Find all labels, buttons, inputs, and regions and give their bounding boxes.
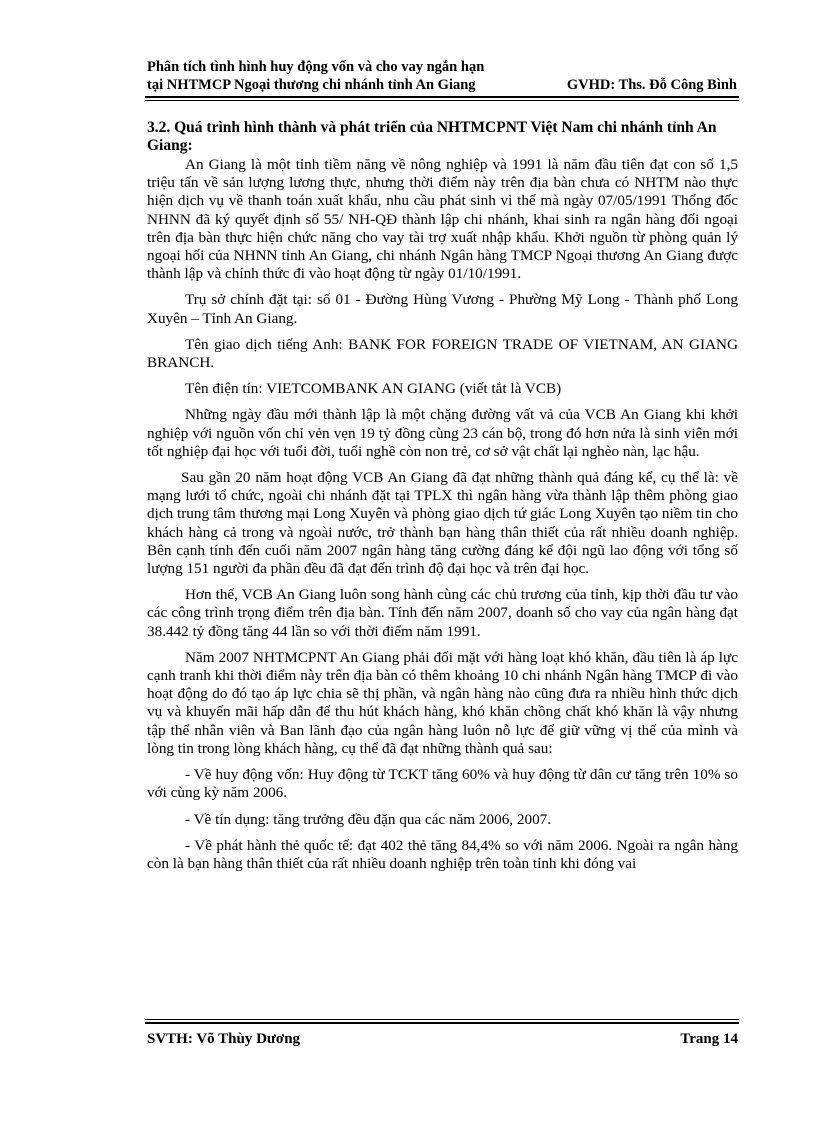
- paragraph: - Về tín dụng: tăng trưởng đều đặn qua các năm 2006, 2007.: [185, 810, 552, 828]
- footer-page-number: Trang 14: [680, 1031, 738, 1047]
- page-header: [147, 58, 737, 94]
- paragraph: - Về huy động vốn: Huy động từ TCKT tăng 60% và huy động từ dân cư tăng trên 10% so với cùng kỳ năm 2006.: [147, 766, 738, 802]
- document-body: [147, 119, 738, 881]
- paragraph: Tên điện tín: VIETCOMBANK AN GIANG (viết tắt là VCB): [185, 380, 562, 398]
- paragraph: An Giang là một tỉnh tiềm năng về nông nghiệp và 1991 là năm đầu tiên đạt con số 1,5 triệu tấn về sản lượng lương thực, nhưng thời điểm này trên địa bàn chưa có NHTM nào thực hiện dịch vụ về thanh toán xuất khẩu, nhu cầu phát sinh vì thế mà ngày 07/05/1991 Thống đốc NHNN đã ký quyết định số 55/ NH-QĐ thành lập chi nhánh, khai sinh ra ngân hàng đối ngoại trên địa bàn thực hiện chức năng cho vay tài trợ xuất nhập khẩu. Khởi nguồn từ phòng quản lý ngoại hối của NHNN tỉnh An Giang, chi nhánh Ngân hàng TMCP Ngoại thương An Giang được thành lập và chính thức đi vào hoạt động từ ngày 01/10/1991.: [147, 156, 738, 283]
- paragraph: Những ngày đầu mới thành lập là một chặng đường vất vả của VCB An Giang khi khởi nghiệp với nguồn vốn chỉ vẻn vẹn 19 tỷ đồng cùng 23 cán bộ, trong đó hơn nửa là sinh viên mới tốt nghiệp đại học với tuổi đời, tuổi nghề còn non trẻ, cơ sở vật chất lại nghèo nàn, lạc hậu.: [147, 406, 738, 460]
- header-row2: [147, 76, 737, 94]
- paragraph: Sau gần 20 năm hoạt động VCB An Giang đã đạt những thành quả đáng kể, cụ thể là: về mạng lưới tổ chức, ngoài chi nhánh đặt tại TPLX thì ngân hàng vừa thành lập thêm phòng giao dịch trung tâm thương mại Long Xuyên và phòng giao dịch tứ giác Long Xuyên tạo niềm tin cho khách hàng cả trong và ngoài nước, trở thành bạn hàng thân thiết của rất nhiều doanh nghiệp. Bên cạnh tính đến cuối năm 2007 ngân hàng tăng cường đáng kể đội ngũ lao động với tổng số lượng 151 người đa phần đều đã đạt đến trình độ đại học và trên đại học.: [147, 469, 738, 578]
- paragraph: Năm 2007 NHTMCPNT An Giang phải đối mặt với hàng loạt khó khăn, đầu tiên là áp lực cạnh tranh khi thời điểm này trên địa bàn có thêm khoảng 10 chi nhánh Ngân hàng TMCP đi vào hoạt động do đó tạo áp lực chia sẽ thị phần, và ngân hàng nào cũng đưa ra nhiều hình thức dịch vụ và khuyến mãi hấp dẫn để thu hút khách hàng, khó khăn chồng chất khó khăn là vậy nhưng tập thể nhân viên và Ban lãnh đạo của ngân hàng luôn nỗ lực để giữ vững vị thế của mình và lòng tin trong lòng khách hàng, cụ thể đã đạt những thành quả sau:: [147, 648, 738, 757]
- header-advisor: GVHD: Ths. Đỗ Công Bình: [566, 77, 737, 93]
- header-rule: [145, 96, 739, 101]
- header-title-line1: Phân tích tình hình huy động vốn và cho vay ngắn hạn: [147, 59, 485, 75]
- header-title-line2: tại NHTMCP Ngoại thương chi nhánh tỉnh An Giang: [147, 77, 476, 93]
- page-footer: [147, 1031, 738, 1048]
- section-heading: 3.2. Quá trình hình thành và phát triển của NHTMCPNT Việt Nam chi nhánh tỉnh An Giang:: [147, 119, 717, 154]
- paragraph: - Về phát hành thẻ quốc tế: đạt 402 thẻ tăng 84,4% so với năm 2006. Ngoài ra ngân hàng còn là bạn hàng thân thiết của rất nhiều doanh nghiệp trên toàn tỉnh khi đóng vai: [147, 836, 738, 872]
- paragraph: Tên giao dịch tiếng Anh: BANK FOR FOREIGN TRADE OF VIETNAM, AN GIANG BRANCH.: [147, 335, 738, 372]
- paragraph: Trụ sở chính đặt tại: số 01 - Đường Hùng Vương - Phường Mỹ Long - Thành phố Long Xuyên – Tỉnh An Giang.: [147, 291, 738, 327]
- footer-student: SVTH: Võ Thùy Dương: [147, 1031, 301, 1047]
- paragraph: Hơn thế, VCB An Giang luôn song hành cùng các chủ trương của tỉnh, kịp thời đầu tư vào các công trình trọng điểm trên địa bàn. Tính đến năm 2007, doanh số cho vay của ngân hàng đạt 38.442 tỷ đồng tăng 44 lần so với thời điểm năm 1991.: [147, 586, 738, 640]
- footer-rule: [145, 1019, 739, 1024]
